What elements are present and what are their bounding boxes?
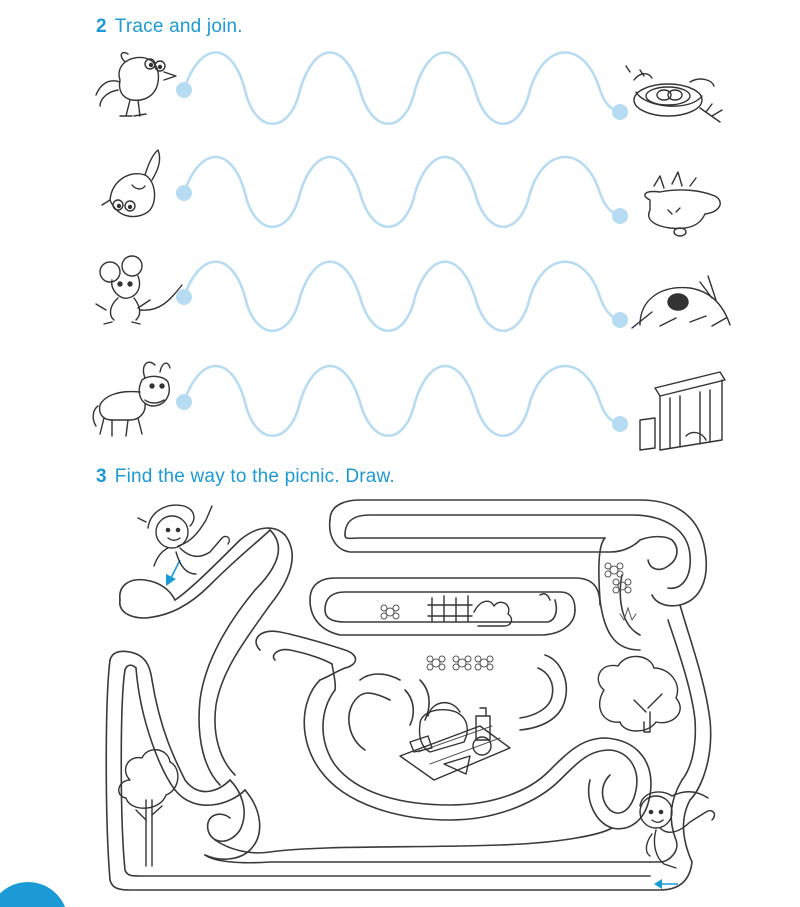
start-arrow [166, 560, 180, 586]
picnic-icon [400, 703, 510, 780]
nest-icon [626, 66, 722, 122]
trace-row-bird-to-nest[interactable] [176, 53, 628, 124]
start-dot[interactable] [176, 82, 192, 98]
stable-icon [640, 372, 725, 450]
mouse-icon [96, 256, 182, 324]
end-dot[interactable] [612, 416, 628, 432]
bird-icon [96, 53, 176, 116]
trace-line[interactable] [184, 157, 620, 227]
start-dot[interactable] [176, 185, 192, 201]
exercise-2-instruction: Trace and join. [114, 16, 243, 37]
exercise-3-instruction: Find the way to the picnic. Draw. [114, 466, 395, 487]
start-dot[interactable] [176, 289, 192, 305]
mouse-hole-icon [632, 276, 730, 328]
trace-row-fish-to-pond[interactable] [176, 157, 628, 227]
trace-line[interactable] [184, 53, 620, 124]
trace-line[interactable] [184, 366, 620, 436]
donkey-icon [93, 362, 170, 436]
trace-line[interactable] [184, 262, 620, 331]
flowers-row-icon [427, 656, 493, 670]
fish-icon [102, 150, 160, 217]
end-dot[interactable] [612, 104, 628, 120]
start-dot[interactable] [176, 394, 192, 410]
end-dot[interactable] [612, 208, 628, 224]
maze[interactable] [106, 500, 710, 890]
pond-icon [645, 172, 720, 236]
tree-right-icon [598, 656, 680, 732]
exercise-2-number: 2 [96, 16, 107, 37]
exercise-3-number: 3 [96, 466, 107, 487]
flower-icon [381, 605, 399, 619]
end-dot[interactable] [612, 312, 628, 328]
trace-row-mouse-to-hole[interactable] [176, 262, 628, 331]
tree-left-icon [119, 750, 178, 866]
page-corner-tab [0, 882, 68, 907]
trace-row-donkey-to-stable[interactable] [176, 366, 628, 436]
girl-icon [640, 792, 714, 868]
